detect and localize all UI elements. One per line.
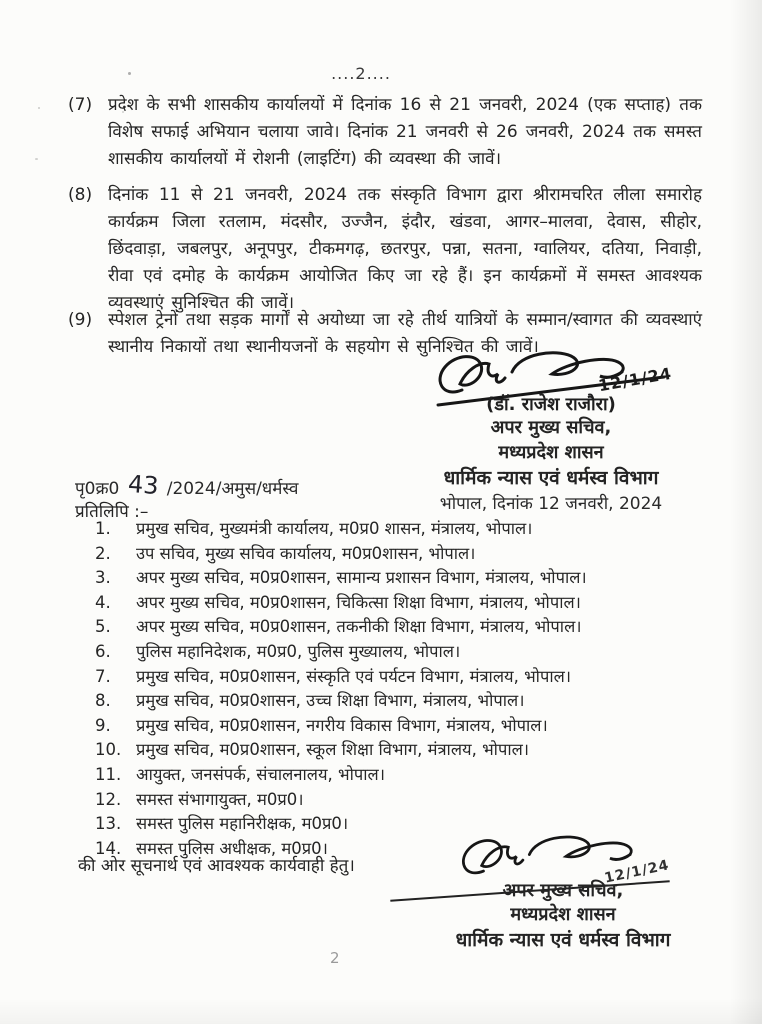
list-item-number: 7. [95,666,111,686]
list-item [95,788,715,813]
scan-speck [35,158,38,160]
list-item [95,615,715,640]
list-item [95,714,715,739]
scan-speck [38,107,40,109]
list-item-text: प्रमुख सचिव, मुख्यमंत्री कार्यालय, म0प्र0 शासन, मंत्रालय, भोपाल। [136,519,533,538]
signature-block-top [390,352,712,516]
signatory-title: अपर मुख्य सचिव, [490,417,612,438]
page-number-footer: 2 [330,949,340,967]
list-item-text: समस्त पुलिस अधीक्षक, म0प्र0। [136,838,328,858]
list-item-text: उप सचिव, मुख्य सचिव कार्यालय, म0प्र0शासन, भोपाल। [136,543,476,563]
list-item [95,738,715,763]
paragraph-number: (7) [68,95,93,115]
list-item-number: 9. [95,715,111,735]
signatory-government: मध्यप्रदेश शासन [510,904,616,925]
list-item-text: अपर मुख्य सचिव, म0प्र0शासन, चिकित्सा शिक्षा विभाग, मंत्रालय, भोपाल। [136,592,581,612]
list-item-number: 3. [95,568,111,588]
list-item-number: 12. [95,789,122,809]
paragraph-text: प्रदेश के सभी शासकीय कार्यालयों में दिनांक 16 से 21 जनवरी, 2024 (एक सप्ताह) तक विशेष सफाई अभियान चलाया जावे। दिनांक 21 जनवरी से 26 जनवरी, 2024 तक समस्त शासकीय कार्यालयों में रोशनी (लाइटिंग) की व्यवस्था की जावें। [108,95,702,169]
paragraph-7 [68,92,702,173]
signatory-department: धार्मिक न्यास एवं धर्मस्व विभाग [455,929,671,951]
list-item [95,517,715,542]
paragraph-text: दिनांक 11 से 21 जनवरी, 2024 तक संस्कृति विभाग द्वारा श्रीरामचरित लीला समारोह कार्यक्रम जिला रतलाम, मंदसौर, उज्जैन, इंदौर, खंडवा, आगर–मालवा, देवास, सीहोर, छिंदवाड़ा, जबलपुर, अनूपपुर, टीकमगढ़, छतरपुर, पन्ना, सतना, ग्वालियर, दतिया, निवाड़ी, रीवा एवं दमोह के कार्यक्रम आयोजित किए जा रहे हैं। इन कार्यक्रमों में समस्त आवश्यक व्यवस्थाएं सुनिश्चित की जावें। [108,185,702,313]
list-item-number: 5. [95,617,111,637]
signatory-name: (डॉ. राजेश राजौरा) [486,394,616,415]
list-item [95,566,715,591]
list-item [95,640,715,665]
handwritten-ref-number: 43 [126,469,160,501]
signatory-department: धार्मिक न्यास एवं धर्मस्व विभाग [443,467,659,489]
list-item-number: 13. [95,814,122,834]
place-and-date: भोपाल, दिनांक 12 जनवरी, 2024 [439,494,663,514]
list-item [95,542,715,567]
list-item-text: समस्त संभागायुक्त, म0प्र0। [136,789,304,809]
signatory-government: मध्यप्रदेश शासन [498,442,604,463]
list-item-number: 11. [95,764,122,784]
paragraph-text: स्पेशल ट्रेनों तथा सड़क मार्गों से अयोध्या जा रहे तीर्थ यात्रियों के सम्मान/स्वागत की व्यवस्थाएं स्थानीय निकायों तथा स्थानीयजनों के सहयोग से सुनिश्चित की जावें। [108,310,702,357]
list-item-text: प्रमुख सचिव, म0प्र0शासन, स्कूल शिक्षा विभाग, मंत्रालय, भोपाल। [136,740,530,760]
list-item-number: 4. [95,592,111,612]
list-item-text: समस्त पुलिस महानिरीक्षक, म0प्र0। [136,814,349,834]
list-item-number: 2. [95,543,111,563]
list-item-number: 6. [95,641,111,661]
paragraph-number: (9) [68,310,93,330]
copy-to-label: प्रतिलिपि :– [75,502,149,522]
list-item-text: अपर मुख्य सचिव, म0प्र0शासन, तकनीकी शिक्षा विभाग, मंत्रालय, भोपाल। [136,617,582,637]
list-item-number: 10. [95,740,122,760]
ref-suffix: /2024/अमुस/धर्मस्व [166,479,299,499]
ref-prefix: पृ0क्र0 [75,479,120,499]
list-item-number: 14. [95,838,122,858]
closing-line: की ओर सूचनार्थ एवं आवश्यक कार्यवाही हेतु। [78,856,355,876]
list-item-number: 1. [95,519,111,538]
list-item [95,763,715,788]
list-item [95,665,715,690]
paragraph-number: (8) [68,185,93,205]
list-item-text: पुलिस महानिदेशक, म0प्र0, पुलिस मुख्यालय, भोपाल। [136,641,461,661]
list-item-text: प्रमुख सचिव, म0प्र0शासन, संस्कृति एवं पर्यटन विभाग, मंत्रालय, भोपाल। [136,666,572,686]
paragraph-8 [68,182,702,317]
handwritten-date: 12/1/24 [603,857,671,887]
copy-distribution-list [95,517,715,861]
scan-shadow-bottom [0,998,762,1024]
page-number-header: ....2.... [331,64,391,83]
scan-shadow-right [730,0,762,1024]
list-item-text: अपर मुख्य सचिव, म0प्र0शासन, सामान्य प्रशासन विभाग, मंत्रालय, भोपाल। [136,568,587,588]
list-item-text: आयुक्त, जनसंपर्क, संचालनालय, भोपाल। [136,764,385,784]
list-item [95,591,715,616]
handwritten-date: 12/1/24 [596,363,674,396]
signature-block-bottom [408,838,718,953]
signatory-title: अपर मुख्य सचिव, [502,880,624,901]
list-item-text: प्रमुख सचिव, म0प्र0शासन, उच्च शिक्षा विभाग, मंत्रालय, भोपाल। [136,691,525,711]
endorsement-reference [75,469,299,501]
list-item-text: प्रमुख सचिव, म0प्र0शासन, नगरीय विकास विभाग, मंत्रालय, भोपाल। [136,715,548,735]
list-item [95,689,715,714]
list-item-number: 8. [95,691,111,711]
